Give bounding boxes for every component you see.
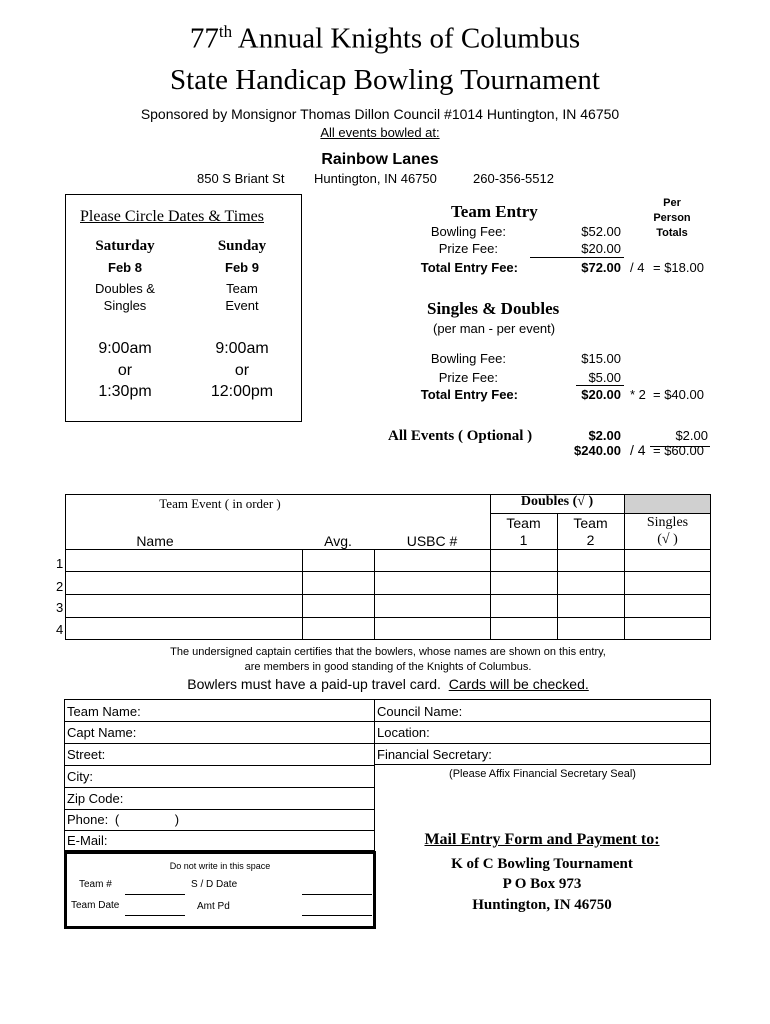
capt-name-field[interactable]: Capt Name:: [67, 725, 137, 740]
team-total-fee: $72.00: [581, 260, 621, 275]
mail-line-3: Huntington, IN 46750: [472, 897, 612, 913]
table-row[interactable]: [66, 618, 710, 639]
all-events-fee: $2.00: [588, 428, 621, 443]
office-sd-date-label: S / D Date: [191, 879, 238, 890]
saturday-event-1[interactable]: Doubles &: [95, 281, 155, 296]
all-events-label: All Events ( Optional ): [388, 428, 533, 444]
team-bowling-label: Bowling Fee:: [430, 224, 506, 239]
per-person-header-2: Person: [653, 212, 691, 224]
contact-rule: [64, 830, 375, 831]
certify-line-1: The undersigned captain certifies that the bowlers, whose names are shown on this entry,: [170, 646, 606, 658]
certify-line-2: are members in good standing of the Knights of Columbus.: [244, 661, 532, 673]
venue-city: Huntington, IN 46750: [314, 171, 437, 186]
col-team1-header-1: Team: [506, 515, 541, 531]
city-field[interactable]: City:: [67, 769, 93, 784]
sd-prize-label: Prize Fee:: [438, 370, 498, 385]
venue-street: 850 S Briant St: [197, 171, 285, 186]
title-line1: [0, 22, 770, 56]
sunday-time-or: or: [234, 362, 250, 379]
seal-note: (Please Affix Financial Secretary Seal): [449, 768, 636, 780]
title-number: 77: [189, 22, 219, 55]
table-row[interactable]: [66, 572, 710, 594]
row-number-2: 2: [56, 579, 64, 594]
team-prize-fee: $20.00: [581, 241, 621, 256]
mail-line-1: K of C Bowling Tournament: [451, 856, 633, 872]
location-field[interactable]: Location:: [377, 725, 430, 740]
grand-total: $240.00: [574, 443, 621, 458]
title-line2: State Handicap Bowling Tournament: [170, 64, 600, 96]
phone-label: Phone:: [67, 812, 109, 827]
col-usbc-header: USBC #: [406, 533, 458, 549]
per-person-header-1: Per: [663, 197, 681, 209]
venue-name: Rainbow Lanes: [321, 151, 439, 168]
table-row[interactable]: [66, 595, 710, 617]
team-entry-heading: Team Entry: [451, 202, 538, 221]
contact-rule: [64, 787, 375, 788]
contact-rule: [64, 743, 375, 744]
office-use-note: Do not write in this space: [169, 861, 271, 871]
all-events-per-person: $2.00: [675, 428, 708, 443]
row-number-4: 4: [56, 622, 64, 637]
certify-line-3: [0, 676, 770, 692]
saturday-event-2[interactable]: Singles: [103, 298, 147, 313]
col-team2-header-2: 2: [586, 532, 595, 548]
cards-checked-note: Cards will be checked.: [448, 676, 589, 692]
sd-per-person: = $40.00: [653, 387, 704, 402]
sunday-time-1[interactable]: 9:00am: [215, 340, 269, 357]
saturday-date: Feb 8: [108, 260, 142, 275]
email-field[interactable]: E-Mail:: [67, 833, 108, 848]
col-name-header: Name: [136, 533, 174, 549]
sponsor-line: Sponsored by Monsignor Thomas Dillon Council #1014 Huntington, IN 46750: [140, 106, 620, 122]
all-events-at: All events bowled at:: [320, 125, 440, 140]
col-team2-header-1: Team: [573, 515, 608, 531]
phone-field[interactable]: [64, 812, 375, 830]
phone-area-open: (: [114, 812, 120, 827]
travel-card-note: Bowlers must have a paid-up travel card.: [187, 676, 441, 692]
mail-line-2: P O Box 973: [502, 876, 582, 892]
contact-rule: [64, 765, 375, 766]
doubles-header: Doubles (√ ): [520, 494, 594, 509]
office-team-date-line[interactable]: [125, 915, 185, 916]
team-bowling-fee: $52.00: [581, 224, 621, 239]
sd-multiplier: * 2: [630, 387, 646, 402]
sd-bowling-fee: $15.00: [581, 351, 621, 366]
financial-secretary-field[interactable]: Financial Secretary:: [377, 747, 492, 762]
office-team-no-label: Team #: [79, 879, 112, 890]
singles-doubles-sub: (per man - per event): [433, 321, 556, 336]
team-name-field[interactable]: Team Name:: [67, 704, 141, 719]
office-team-date-label: Team Date: [71, 900, 120, 911]
saturday-time-1[interactable]: 9:00am: [98, 340, 152, 357]
title-sup: th: [218, 22, 233, 41]
sunday-date: Feb 9: [225, 260, 259, 275]
singles-shaded-cell: [624, 494, 711, 514]
team-divisor: / 4: [630, 260, 645, 275]
sunday-label: Sunday: [217, 238, 267, 254]
sd-bowling-label: Bowling Fee:: [430, 351, 506, 366]
council-name-field[interactable]: Council Name:: [377, 704, 463, 719]
saturday-time-2[interactable]: 1:30pm: [98, 383, 152, 400]
dates-box-heading: Please Circle Dates & Times: [80, 208, 264, 225]
row-number-3: 3: [56, 600, 64, 615]
sd-total-fee: $20.00: [581, 387, 621, 402]
grand-per-person: = $60.00: [653, 443, 704, 458]
mail-heading: Mail Entry Form and Payment to:: [424, 831, 660, 848]
team-prize-label: Prize Fee:: [438, 241, 498, 256]
team-event-header: Team Event ( in order ): [159, 496, 281, 511]
team-total-label: Total Entry Fee:: [420, 260, 518, 275]
office-amt-pd-line[interactable]: [302, 915, 372, 916]
saturday-time-or: or: [117, 362, 133, 379]
contact-rule: [64, 809, 375, 810]
row-number-1: 1: [56, 556, 64, 571]
grand-divisor: / 4: [630, 442, 646, 458]
col-team1-header-2: 1: [519, 532, 528, 548]
per-person-header-3: Totals: [656, 227, 688, 239]
col-singles-header-1: Singles: [646, 515, 689, 530]
office-sd-date-line[interactable]: [302, 894, 372, 895]
table-row[interactable]: [66, 550, 710, 571]
phone-area-close: ): [174, 812, 180, 827]
sunday-time-2[interactable]: 12:00pm: [210, 383, 274, 400]
sunday-event-1[interactable]: Team: [226, 281, 258, 296]
zip-field[interactable]: Zip Code:: [67, 791, 124, 806]
office-team-no-line[interactable]: [125, 894, 185, 895]
saturday-label: Saturday: [95, 238, 155, 254]
col-singles-header-2: (√ ): [657, 532, 678, 547]
contact-rule: [374, 743, 711, 744]
venue-phone: 260-356-5512: [473, 171, 554, 186]
office-amt-pd-label: Amt Pd: [197, 901, 230, 912]
singles-doubles-heading: Singles & Doubles: [427, 299, 560, 318]
street-field[interactable]: Street:: [67, 747, 106, 762]
sunday-event-2[interactable]: Event: [225, 298, 259, 313]
col-avg-header: Avg.: [324, 533, 352, 549]
title-line1-rest: Annual Knights of Columbus: [237, 22, 581, 55]
team-fee-rule: [530, 257, 624, 258]
team-per-person: = $18.00: [653, 260, 704, 275]
sd-prize-fee: $5.00: [588, 370, 621, 385]
sd-fee-rule: [576, 385, 624, 386]
sd-total-label: Total Entry Fee:: [420, 387, 518, 402]
